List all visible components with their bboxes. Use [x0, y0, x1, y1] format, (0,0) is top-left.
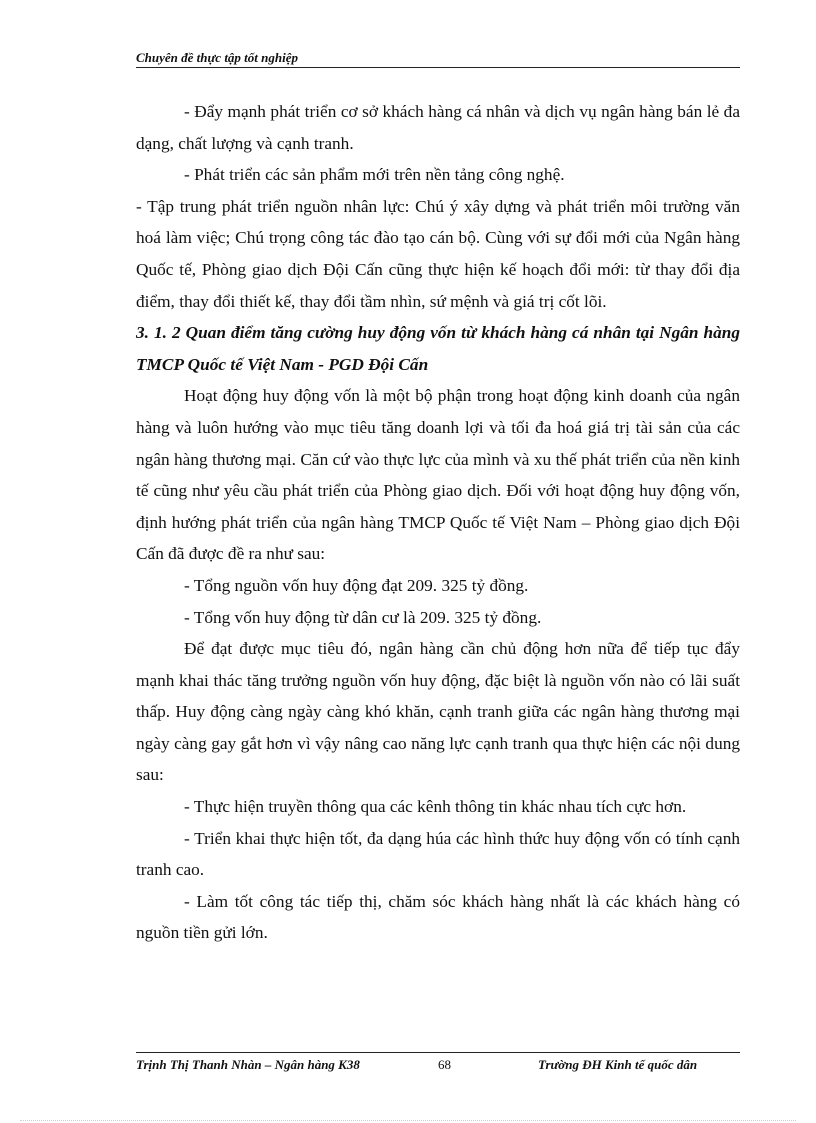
header-title: Chuyên đề thực tập tốt nghiệp	[136, 50, 298, 65]
paragraph-bullet-marketing: - Làm tốt công tác tiếp thị, chăm sóc khách hàng nhất là các khách hàng có nguồn tiền gửi lớn.	[136, 891, 740, 943]
paragraph-bullet-media: - Thực hiện truyền thông qua các kênh thông tin khác nhau tích cực hơn.	[184, 797, 687, 817]
footer-school: Trường ĐH Kinh tế quốc dân	[538, 1057, 698, 1072]
paragraph-bullet-hr: - Tập trung phát triển nguồn nhân lực: Chú ý xây dựng và phát triển môi trường văn hoá làm việc; Chú trọng công tác đào tạo cán bộ. Cùng với sự đổi mới của Ngân hàng Quốc tế, Phòng giao dịch Đội Cấn cũng thực hiện kế hoạch đổi mới: từ thay đổi địa điểm, thay đổi thiết kế, thay đổi tầm nhìn, sứ mệnh và giá trị cốt lõi.	[136, 196, 740, 311]
paragraph-bullet-total-capital: - Tổng nguồn vốn huy động đạt 209. 325 tỷ đồng.	[184, 575, 529, 595]
page-header	[136, 50, 740, 68]
paragraph-goal: Để đạt được mục tiêu đó, ngân hàng cần chủ động hơn nữa để tiếp tục đẩy mạnh khai thác tăng trưởng nguồn vốn huy động, đặc biệt là nguồn vốn nào có lãi suất thấp. Huy động càng ngày càng khó khăn, cạnh tranh giữa các ngân hàng thương mại ngày càng gay gắt hơn vì vậy nâng cao năng lực cạnh tranh qua thực hiện các nội dung sau:	[136, 639, 740, 785]
page-number: 68	[438, 1057, 451, 1072]
page-bottom-edge	[20, 1120, 796, 1121]
footer-author: Trịnh Thị Thanh Nhàn – Ngân hàng K38	[136, 1057, 360, 1072]
section-heading: 3. 1. 2 Quan điểm tăng cường huy động vốn từ khách hàng cá nhân tại Ngân hàng TMCP Quốc tế Việt Nam - PGD Đội Cấn	[136, 323, 740, 374]
paragraph-bullet-retail: - Đẩy mạnh phát triển cơ sở khách hàng cá nhân và dịch vụ ngân hàng bán lẻ đa dạng, chất lượng và cạnh tranh.	[136, 102, 740, 153]
footer-rule	[136, 1052, 740, 1053]
paragraph-bullet-diversify: - Triển khai thực hiện tốt, đa dạng húa các hình thức huy động vốn có tính cạnh tranh cao.	[136, 828, 740, 880]
document-body	[136, 96, 740, 949]
paragraph-intro: Hoạt động huy động vốn là một bộ phận trong hoạt động kinh doanh của ngân hàng và luôn hướng vào mục tiêu tăng doanh lợi và tối đa hoá giá trị tài sản của các ngân hàng thương mại. Căn cứ vào thực lực của mình và xu thế phát triển của nền kinh tế cũng như yêu cầu phát triển của Phòng giao dịch. Đối với hoạt động huy động vốn, định hướng phát triển của ngân hàng TMCP Quốc tế Việt Nam – Phòng giao dịch Đội Cấn đã được đề ra như sau:	[136, 386, 740, 564]
paragraph-bullet-products: - Phát triển các sản phẩm mới trên nền tảng công nghệ.	[184, 165, 565, 185]
paragraph-bullet-resident-capital: - Tổng vốn huy động từ dân cư là 209. 325 tỷ đồng.	[184, 607, 542, 627]
